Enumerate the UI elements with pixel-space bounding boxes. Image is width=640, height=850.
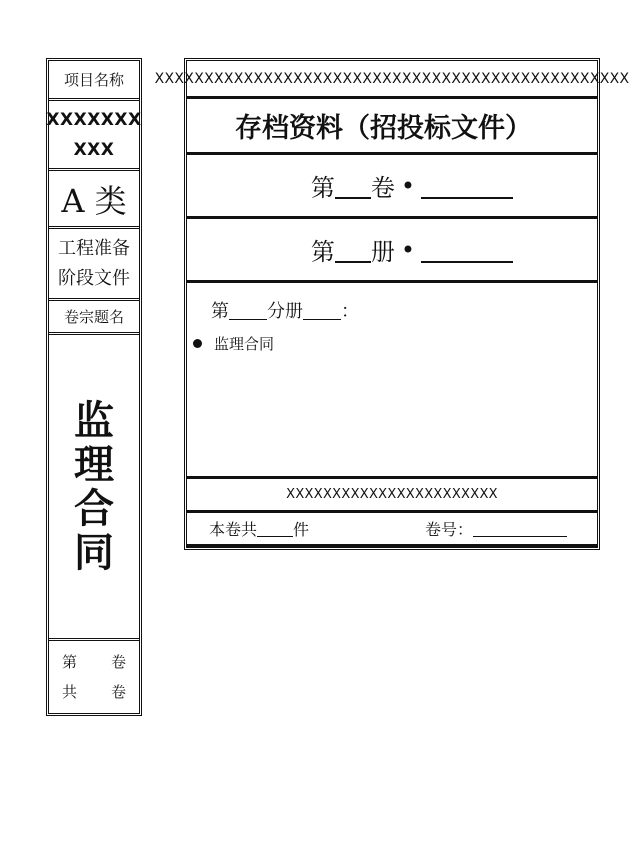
project-code-line2: XXX bbox=[73, 139, 115, 160]
list-item-text: 监理合同 bbox=[214, 335, 275, 353]
volume-prefix: 第 bbox=[310, 174, 335, 202]
volume-dot: • bbox=[400, 171, 416, 200]
subvolume-colon: ： bbox=[341, 301, 359, 322]
bullet-icon bbox=[193, 339, 202, 348]
subvolume-middle: 分册 bbox=[267, 301, 303, 322]
stage-label bbox=[49, 229, 139, 301]
volume-number-blank bbox=[473, 520, 567, 537]
subvolume-line bbox=[211, 297, 359, 323]
volume-title-label: 卷宗题名 bbox=[49, 301, 139, 335]
item-count-suffix: 件 bbox=[293, 520, 310, 539]
volume-number-suffix: 卷 bbox=[110, 653, 126, 671]
stage-line1: 工程准备 bbox=[58, 237, 130, 259]
cover-footer bbox=[187, 513, 597, 547]
volume-title-char: 合 bbox=[74, 484, 114, 532]
volume-count bbox=[49, 641, 139, 713]
volume-blank bbox=[335, 173, 371, 199]
book-prefix: 第 bbox=[310, 238, 335, 266]
subvolume-prefix: 第 bbox=[211, 301, 229, 322]
cover-page bbox=[154, 58, 630, 550]
project-code-line1: XXXXXXX bbox=[46, 109, 142, 130]
list-item bbox=[193, 333, 274, 354]
book-dot: • bbox=[400, 235, 416, 264]
project-name-label: 项目名称 bbox=[49, 61, 139, 101]
stage-line2: 阶段文件 bbox=[58, 267, 130, 289]
book-row bbox=[187, 219, 597, 283]
volume-title-char: 理 bbox=[74, 440, 114, 488]
project-code bbox=[46, 101, 142, 171]
cover-top-code: XXXXXXXXXXXXXXXXXXXXXXXXXXXXXXXXXXXXXXXXXXXXXXXX bbox=[187, 61, 597, 99]
volume-title-char: 同 bbox=[74, 528, 114, 576]
volume-total-prefix: 共 bbox=[62, 683, 78, 701]
volume-number-label: 卷号： bbox=[425, 520, 474, 539]
contents-area bbox=[187, 283, 597, 479]
subvolume-number-blank bbox=[229, 301, 267, 320]
spine-label bbox=[46, 58, 142, 716]
volume-name-blank bbox=[421, 173, 513, 199]
book-blank bbox=[335, 237, 371, 263]
book-suffix: 册 bbox=[370, 238, 395, 266]
volume-number-prefix: 第 bbox=[62, 653, 78, 671]
item-count-blank bbox=[257, 520, 293, 537]
volume-title bbox=[49, 335, 139, 641]
volume-total-suffix: 卷 bbox=[110, 683, 126, 701]
item-count-prefix: 本卷共 bbox=[209, 520, 258, 539]
book-name-blank bbox=[421, 237, 513, 263]
volume-number-field bbox=[425, 517, 567, 540]
volume-number-row bbox=[62, 647, 126, 677]
volume-row bbox=[187, 155, 597, 219]
cover-bottom-code: XXXXXXXXXXXXXXXXXXXXXXX bbox=[187, 479, 597, 513]
category-label: A 类 bbox=[49, 171, 139, 229]
subvolume-name-blank bbox=[303, 301, 341, 320]
volume-title-char: 监 bbox=[74, 396, 114, 444]
volume-total-row bbox=[62, 677, 126, 707]
volume-suffix: 卷 bbox=[370, 174, 395, 202]
cover-title: 存档资料（招投标文件） bbox=[187, 99, 597, 155]
